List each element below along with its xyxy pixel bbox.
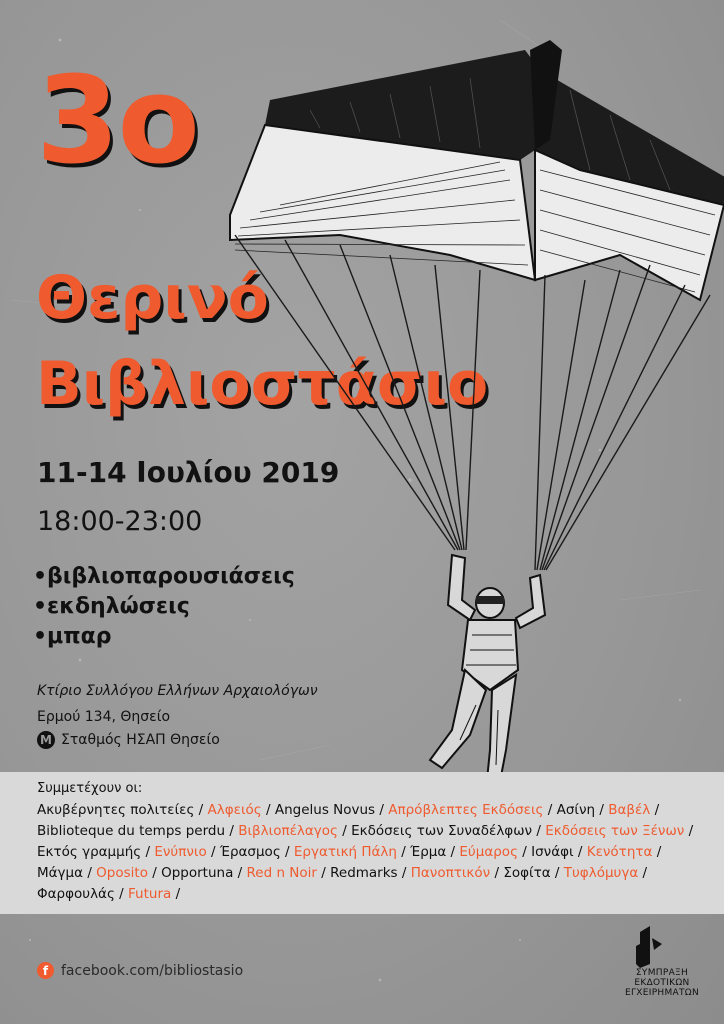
- participant-separator: /: [573, 844, 587, 860]
- venue-address: Ερμού 134, Θησείο: [37, 709, 171, 725]
- participant-name: Έρασμος: [219, 844, 281, 860]
- participant-name: Red n Noir: [246, 865, 317, 881]
- participant-separator: /: [147, 865, 162, 881]
- participant-name: Ασίνη: [556, 802, 596, 818]
- participant-separator: /: [397, 865, 411, 881]
- venue-name: Κτίριο Συλλόγου Ελλήνων Αρχαιολόγων: [37, 683, 318, 699]
- facebook-icon: f: [37, 962, 54, 979]
- participant-separator: /: [543, 802, 557, 818]
- participant-separator: /: [206, 844, 220, 860]
- publisher-logo-icon: [612, 916, 708, 1016]
- participant-name: Αλφειός: [207, 802, 262, 818]
- participant-name: Opportuna: [161, 865, 234, 881]
- logo-line: ΕΓΧΕΙΡΗΜΑΤΩΝ: [624, 988, 700, 998]
- participant-name: Εκδόσεις των Ξένων: [545, 823, 685, 839]
- event-hours: 18:00-23:00: [37, 506, 203, 537]
- participant-separator: /: [194, 802, 208, 818]
- activity-item: •μπαρ: [33, 624, 112, 649]
- participant-name: Πανοπτικόν: [410, 865, 491, 881]
- participant-separator: /: [652, 844, 662, 860]
- participant-separator: /: [171, 886, 181, 902]
- participant-name: Redmarks: [330, 865, 398, 881]
- facebook-url: facebook.com/bibliostasio: [61, 962, 244, 979]
- participant-separator: /: [225, 823, 239, 839]
- participant-name: Ισνάφι: [531, 844, 574, 860]
- title-line-2: Βιβλιοστάσιο: [36, 349, 489, 419]
- participant-name: Φαρφουλάς: [37, 886, 115, 902]
- participant-name: Τυφλόμυγα: [563, 865, 639, 881]
- participant-name: Futura: [128, 886, 172, 902]
- participant-name: Εργατική Πάλη: [293, 844, 397, 860]
- participant-separator: /: [490, 865, 504, 881]
- participant-name: Εύμαρος: [459, 844, 518, 860]
- participant-name: Εκτός γραμμής: [37, 844, 142, 860]
- parachute-book-illustration: [190, 30, 724, 800]
- participant-separator: /: [518, 844, 532, 860]
- participant-name: Κενότητα: [586, 844, 653, 860]
- participant-name: Μάγμα: [37, 865, 84, 881]
- participant-separator: /: [114, 886, 129, 902]
- participant-separator: /: [280, 844, 294, 860]
- participant-separator: /: [650, 802, 660, 818]
- metro-label: Σταθμός ΗΣΑΠ Θησείο: [61, 732, 220, 748]
- logo-line: ΣΥΜΠΡΑΞΗ: [635, 968, 689, 978]
- participants-list: [37, 800, 707, 905]
- participant-separator: /: [595, 802, 609, 818]
- participant-separator: /: [532, 823, 546, 839]
- participant-name: Biblioteque du temps perdu: [37, 823, 226, 839]
- participant-separator: /: [83, 865, 97, 881]
- event-dates: 11-14 Ιουλίου 2019: [37, 456, 340, 489]
- participant-separator: /: [337, 823, 352, 839]
- participant-separator: /: [316, 865, 331, 881]
- participant-name: Βαβέλ: [608, 802, 651, 818]
- metro-icon: M: [37, 731, 55, 749]
- participant-separator: /: [550, 865, 564, 881]
- participant-name: Oposito: [96, 865, 148, 881]
- participants-label: Συμμετέχουν οι:: [37, 781, 143, 796]
- participant-separator: /: [261, 802, 275, 818]
- participant-name: Σοφίτα: [503, 865, 551, 881]
- participant-separator: /: [141, 844, 155, 860]
- participant-separator: /: [446, 844, 460, 860]
- participant-name: Ενύπνιο: [154, 844, 207, 860]
- participant-name: Ακυβέρνητες πολιτείες: [37, 802, 195, 818]
- participant-name: Έρμα: [410, 844, 447, 860]
- participant-name: Εκδόσεις των Συναδέλφων: [351, 823, 533, 839]
- title-line-1: Θερινό: [36, 263, 269, 333]
- participant-separator: /: [375, 802, 389, 818]
- participant-name: Απρόβλεπτες Εκδόσεις: [388, 802, 544, 818]
- participant-name: Angelus Novus: [274, 802, 376, 818]
- facebook-link[interactable]: [37, 962, 243, 979]
- participant-separator: /: [233, 865, 247, 881]
- edition-number: 3ο: [36, 52, 198, 191]
- logo-line: ΕΚΔΟΤΙΚΩΝ: [634, 978, 690, 988]
- participant-separator: /: [638, 865, 648, 881]
- activity-item: •εκδηλώσεις: [33, 594, 190, 619]
- participant-separator: /: [684, 823, 694, 839]
- participant-name: Βιβλιοπέλαγος: [238, 823, 338, 839]
- participant-separator: /: [396, 844, 411, 860]
- activity-item: •βιβλιοπαρουσιάσεις: [33, 564, 295, 589]
- publisher-logo-text: [612, 968, 712, 998]
